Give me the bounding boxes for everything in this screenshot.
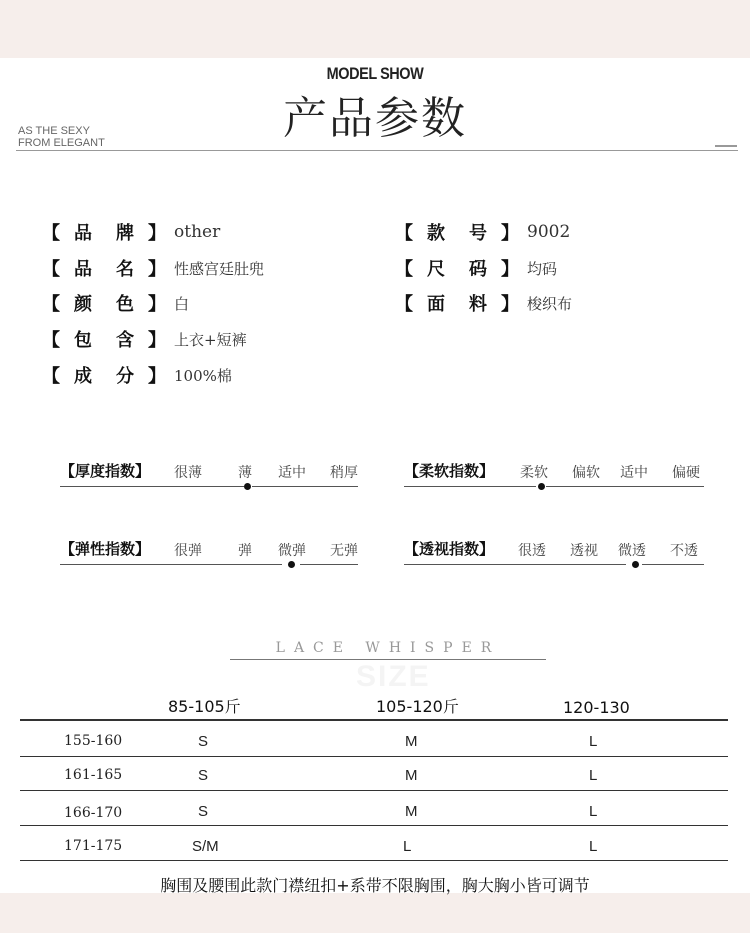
- index-track: [252, 486, 358, 487]
- size-cell: L: [589, 733, 598, 750]
- size-footnote: 胸围及腰围此款门襟纽扣+系带不限胸围，胸大胸小皆可调节: [160, 876, 590, 895]
- row-height: 161-165: [64, 767, 123, 783]
- index-option: 适中: [278, 465, 306, 481]
- attr-color-value: 白: [174, 294, 190, 313]
- index-option: 微弹: [278, 543, 306, 559]
- index-thickness: [60, 460, 360, 496]
- attr-includes-value: 上衣+短裤: [174, 330, 247, 349]
- index-option: 透视: [570, 543, 598, 559]
- attr-brand-label: 【 品 牌 】: [42, 223, 166, 244]
- index-option: 柔软: [520, 465, 548, 481]
- size-cell: L: [403, 838, 412, 855]
- attr-size-label: 【 尺 码 】: [395, 259, 519, 280]
- side-note-line-1: AS THE SEXY: [18, 125, 90, 137]
- column-header: 105-120斤: [376, 697, 459, 716]
- index-option: 不透: [670, 543, 698, 559]
- size-cell: S: [198, 803, 209, 820]
- header-divider-mark: [715, 145, 737, 147]
- index-track: [60, 564, 282, 565]
- index-elasticity: [60, 538, 360, 574]
- index-track: [642, 564, 704, 565]
- attr-model-no-value: 9002: [527, 222, 571, 242]
- size-cell: M: [405, 733, 418, 750]
- index-option: 偏软: [572, 465, 600, 481]
- size-ghost-text: SIZE: [356, 660, 431, 693]
- model-show-heading: MODEL SHOW: [326, 64, 424, 83]
- attr-color-label: 【 颜 色 】: [42, 294, 166, 315]
- attr-model-no: [393, 220, 570, 244]
- attr-size: [393, 256, 557, 280]
- row-height: 155-160: [64, 733, 123, 749]
- size-cell: S: [198, 767, 209, 784]
- page-title: 产品参数: [283, 93, 467, 144]
- side-note: [18, 125, 105, 149]
- index-softness-label: 【柔软指数】: [404, 462, 495, 480]
- index-track: [404, 486, 536, 487]
- column-header: 85-105斤: [168, 697, 241, 716]
- index-track: [60, 486, 244, 487]
- size-cell: S: [198, 733, 209, 750]
- index-option: 很弹: [174, 543, 202, 559]
- index-track: [300, 564, 358, 565]
- table-rule: [20, 756, 728, 757]
- index-option: 稍厚: [330, 465, 358, 481]
- attr-name-label: 【 品 名 】: [42, 259, 166, 280]
- index-transparency-label: 【透视指数】: [404, 540, 495, 558]
- index-transparency: [404, 538, 704, 574]
- attr-includes-label: 【 包 含 】: [42, 330, 166, 351]
- size-cell: M: [405, 803, 418, 820]
- row-height: 171-175: [64, 838, 123, 854]
- attr-fabric-value: 梭织布: [527, 294, 573, 313]
- index-option: 很薄: [174, 465, 202, 481]
- attr-fabric-label: 【 面 料 】: [395, 294, 519, 315]
- index-option: 薄: [238, 465, 252, 481]
- attr-name-value: 性感宫廷肚兜: [174, 259, 265, 278]
- index-option: 适中: [620, 465, 648, 481]
- size-cell: M: [405, 767, 418, 784]
- index-thickness-label: 【厚度指数】: [60, 462, 151, 480]
- index-option: 微透: [618, 543, 646, 559]
- attr-composition-label: 【 成 分 】: [42, 366, 166, 387]
- size-cell: L: [589, 803, 598, 820]
- attr-name: [40, 256, 264, 280]
- bottom-band: [0, 893, 750, 933]
- attr-composition: [40, 363, 232, 387]
- table-rule: [20, 825, 728, 826]
- index-option: 偏硬: [672, 465, 700, 481]
- table-rule: [20, 719, 728, 721]
- index-softness: [404, 460, 704, 496]
- index-marker: [244, 483, 251, 490]
- column-header: 120-130: [563, 698, 630, 717]
- lace-whisper-banner: LACE WHISPER: [275, 640, 501, 656]
- index-track: [404, 564, 626, 565]
- index-option: 无弹: [330, 543, 358, 559]
- index-marker: [632, 561, 639, 568]
- attr-size-value: 均码: [527, 259, 558, 278]
- attr-includes: [40, 327, 247, 351]
- attr-color: [40, 291, 189, 315]
- index-track: [546, 486, 704, 487]
- index-marker: [538, 483, 545, 490]
- index-option: 很透: [518, 543, 546, 559]
- table-rule: [20, 860, 728, 861]
- size-cell: L: [589, 767, 598, 784]
- row-height: 166-170: [64, 805, 123, 821]
- size-cell: S/M: [192, 838, 219, 855]
- header-divider: [16, 150, 738, 151]
- index-option: 弹: [238, 543, 252, 559]
- index-elasticity-label: 【弹性指数】: [60, 540, 151, 558]
- index-marker: [288, 561, 295, 568]
- side-note-line-2: FROM ELEGANT: [18, 137, 105, 149]
- table-rule: [20, 790, 728, 791]
- attr-fabric: [393, 291, 572, 315]
- attr-brand-value: other: [174, 222, 221, 242]
- attr-composition-value: 100%棉: [174, 366, 232, 385]
- top-band: [0, 0, 750, 58]
- attr-model-no-label: 【 款 号 】: [395, 223, 519, 244]
- attr-brand: [40, 220, 220, 244]
- size-cell: L: [589, 838, 598, 855]
